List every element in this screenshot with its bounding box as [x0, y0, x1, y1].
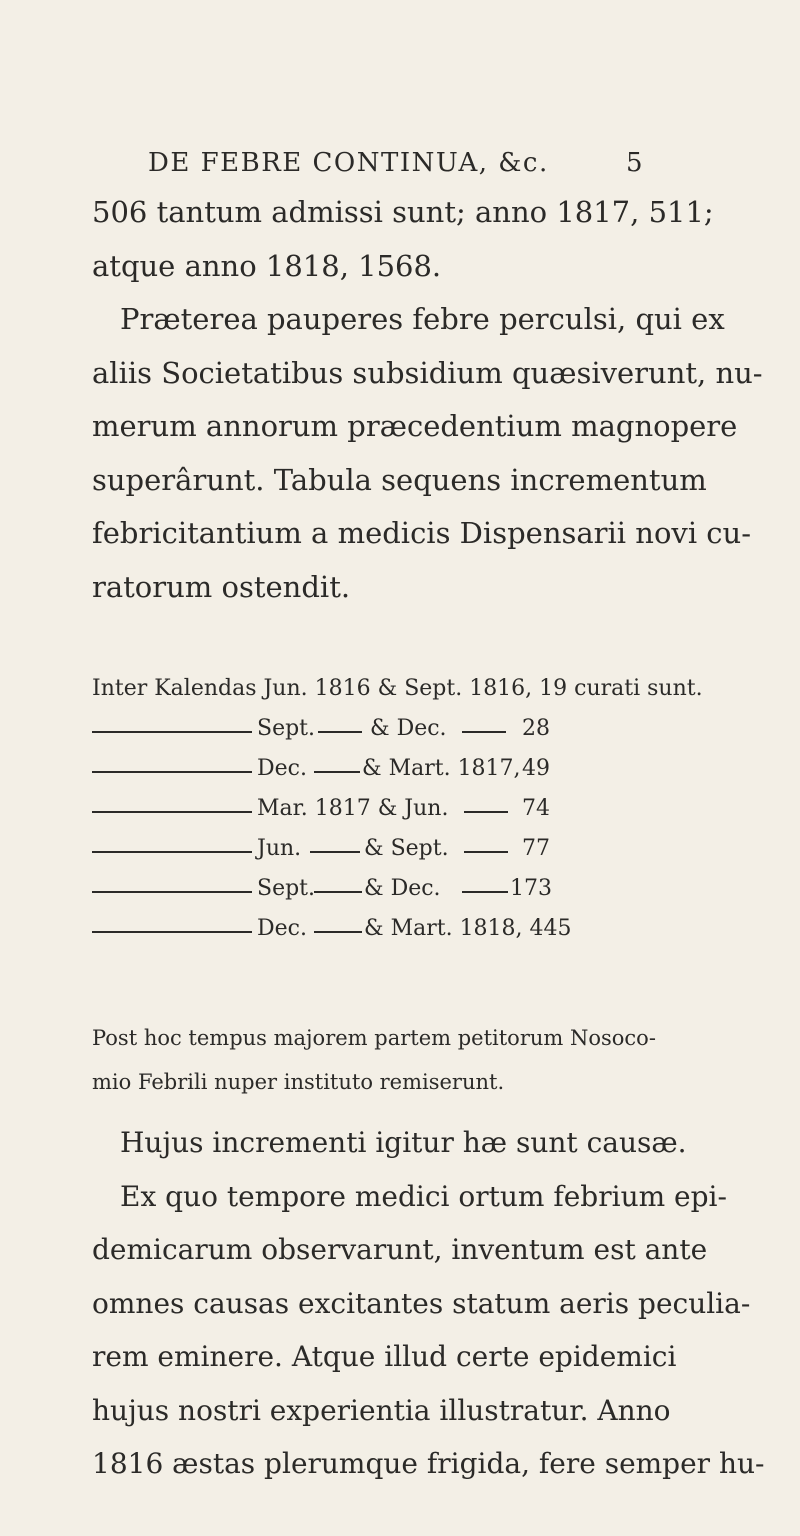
- table-row: [92, 876, 792, 906]
- text-line: febricitantium a medicis Dispensarii novi cu-: [92, 516, 752, 550]
- table-cell-to: & Dec.: [370, 716, 447, 741]
- table-cell-to: & Mart. 1817,: [362, 756, 521, 781]
- table-cell-to: & Sept.: [364, 836, 449, 861]
- table-cell-from: Sept.: [257, 876, 316, 901]
- ditto-dash: [92, 931, 252, 933]
- ditto-dash: [92, 731, 252, 733]
- text-line: mio Febrili nuper instituto remiserunt.: [92, 1070, 505, 1094]
- table-cell-count: 28: [522, 716, 550, 741]
- text-line: 1816 æstas plerumque frigida, fere semper hu-: [92, 1447, 765, 1480]
- ditto-dash: [92, 851, 252, 853]
- ditto-dash: [464, 811, 508, 813]
- table-cell-from: Jun.: [257, 836, 302, 861]
- table-row: [92, 676, 792, 706]
- text-line: demicarum observarunt, inventum est ante: [92, 1233, 708, 1266]
- table-cell-to: & Mart. 1818, 445: [364, 916, 572, 941]
- text-line: superârunt. Tabula sequens incrementum: [92, 462, 707, 497]
- table-cell: Inter Kalendas Jun. 1816 & Sept. 1816, 19 curati sunt.: [92, 676, 703, 701]
- table-footnote: [92, 1016, 656, 1104]
- table-cell-from: Dec.: [257, 916, 307, 941]
- table-cell-from: Sept.: [257, 716, 316, 741]
- text-line: merum annorum præcedentium magnopere: [92, 409, 738, 443]
- text-line: aliis Societatibus subsidium quæsiverunt, nu-: [92, 355, 763, 390]
- page-number: 5: [626, 148, 645, 178]
- table-cell-from: Mar. 1817 & Jun.: [257, 796, 449, 821]
- text-line: Præterea pauperes febre perculsi, qui ex: [120, 302, 725, 336]
- text-line: omnes causas excitantes statum aeris peculia-: [92, 1286, 751, 1320]
- text-line: atque anno 1818, 1568.: [92, 248, 442, 283]
- text-line: 506 tantum admissi sunt; anno 1817, 511;: [92, 195, 714, 229]
- text-line: hujus nostri experientia illustratur. Anno: [92, 1393, 671, 1427]
- table-cell-count: 74: [522, 796, 550, 821]
- ditto-dash: [464, 851, 508, 853]
- table-cell-from: Dec.: [257, 756, 307, 781]
- text-line: Hujus incrementi igitur hæ sunt causæ.: [120, 1126, 687, 1159]
- ditto-dash: [310, 851, 360, 853]
- table-row: [92, 916, 792, 946]
- text-line: Post hoc tempus majorem partem petitorum Nosoco-: [92, 1026, 656, 1050]
- table-cell-count: 49: [522, 756, 550, 781]
- ditto-dash: [92, 811, 252, 813]
- text-line: rem eminere. Atque illud certe epidemici: [92, 1340, 677, 1373]
- table-row: [92, 756, 792, 786]
- paragraph-admissions: [92, 186, 763, 614]
- table-cell-count: 173: [510, 876, 552, 901]
- ditto-dash: [314, 771, 360, 773]
- table-row: [92, 716, 792, 746]
- ditto-dash: [92, 771, 252, 773]
- ditto-dash: [462, 891, 508, 893]
- ditto-dash: [314, 931, 362, 933]
- table-row: [92, 796, 792, 826]
- ditto-dash: [462, 731, 506, 733]
- ditto-dash: [318, 731, 362, 733]
- ditto-dash: [92, 891, 252, 893]
- ditto-dash: [314, 891, 362, 893]
- running-title: DE FEBRE CONTINUA, &c.: [148, 148, 549, 178]
- text-line: Ex quo tempore medici ortum febrium epi-: [120, 1179, 727, 1213]
- table-row: [92, 836, 792, 866]
- table-cell-count: 77: [522, 836, 550, 861]
- paragraph-causes: [92, 1116, 765, 1491]
- table-cell-to: & Dec.: [364, 876, 441, 901]
- text-line: ratorum ostendit.: [92, 569, 351, 604]
